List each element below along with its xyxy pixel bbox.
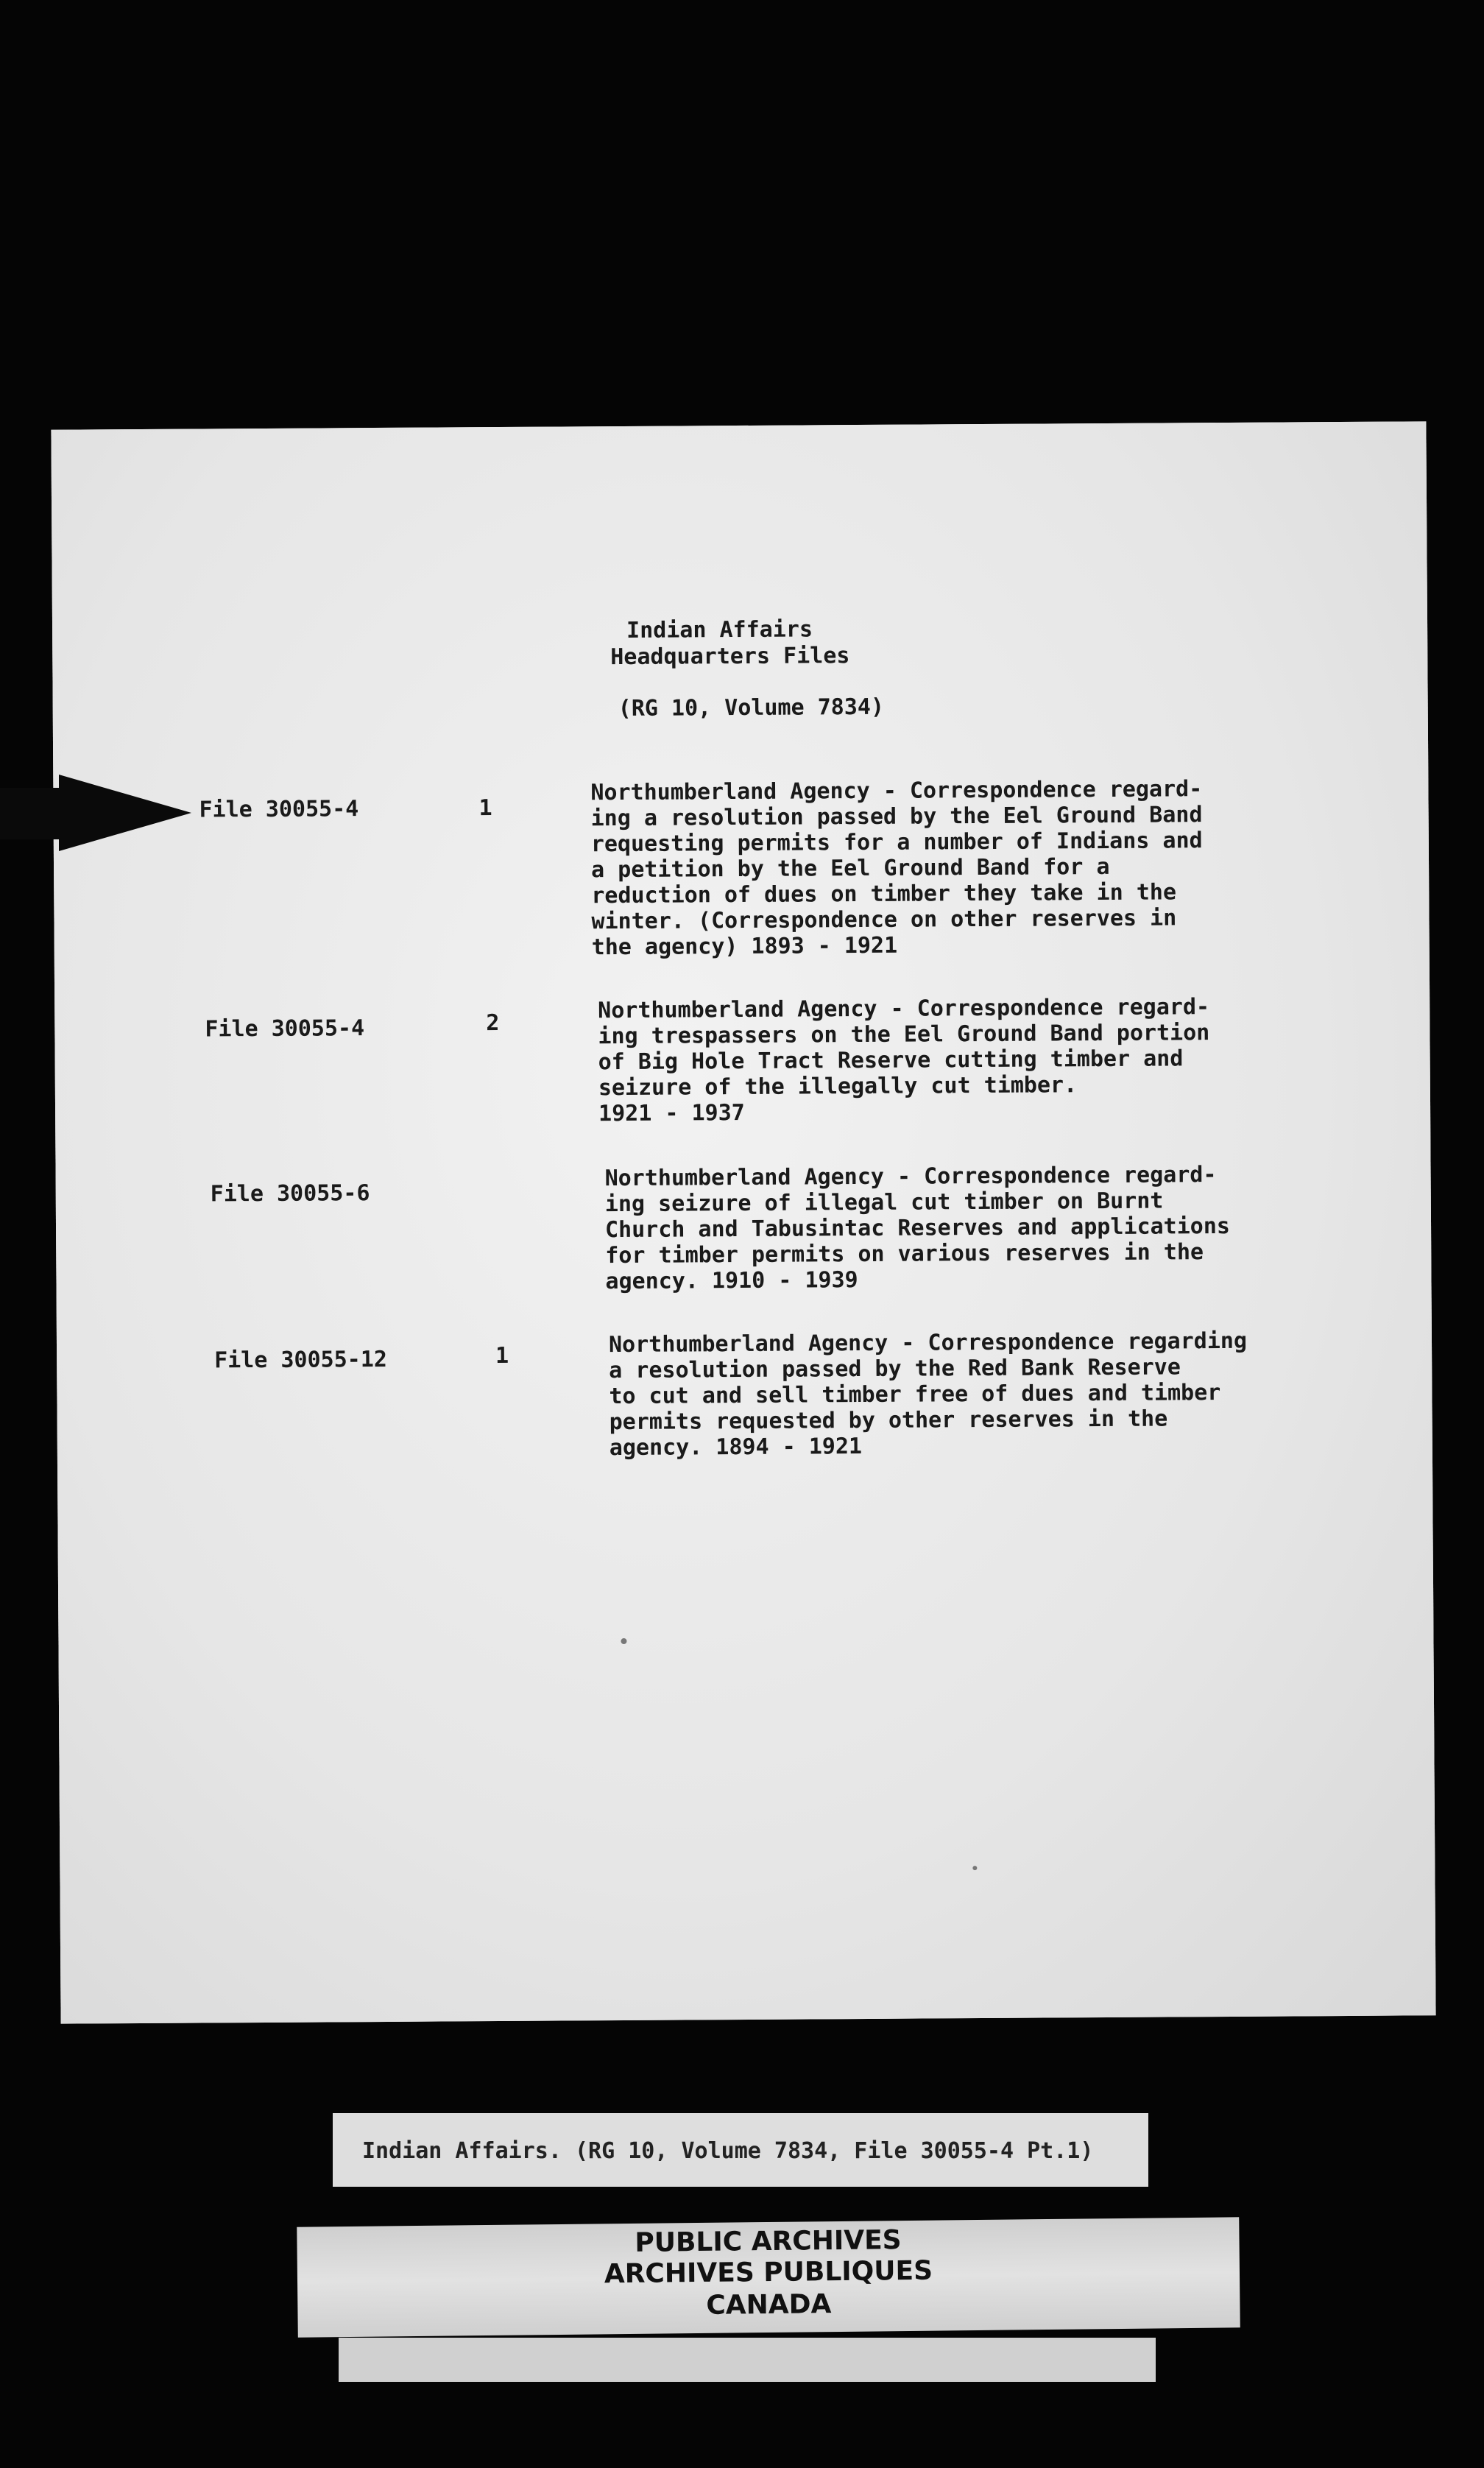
archives-stamp [297,2217,1240,2337]
file-description: Northumberland Agency - Correspondence regard- ing seizure of illegal cut timber on Burnt Church and Tabusintac Reserves and applications for timber permits on various reserves in the agency. 1910 - 1939 [604,1162,1231,1295]
paper-speck [621,1638,626,1644]
header-volume: (RG 10, Volume 7834) [618,694,885,722]
header-title: Indian Affairs [626,616,813,644]
file-number: File 30055-4 [205,1015,365,1043]
bottom-card-edge [339,2338,1156,2382]
stamp-line-1: PUBLIC ARCHIVES [635,2225,902,2258]
file-number: File 30055-6 [210,1180,370,1207]
file-number: File 30055-12 [214,1346,388,1374]
part-number: 1 [495,1342,509,1369]
citation-label [333,2113,1148,2187]
file-number: File 30055-4 [199,796,359,823]
stamp-line-2: ARCHIVES PUBLIQUES [604,2255,933,2290]
part-number: 2 [486,1010,500,1037]
header-subtitle: Headquarters Files [610,643,850,671]
part-number: 1 [478,795,492,822]
document-page [51,421,1435,2023]
pointer-arrow-icon [59,775,191,851]
file-description: Northumberland Agency - Correspondence regard- ing a resolution passed by the Eel Ground Band requesting permits for a number of Indians and a petition by the Eel Ground Band for a reduction of dues on timber they take in the winter. (Correspondence on other reserves in the agency) 1893 - 1921 [590,776,1203,961]
paper-speck [972,1866,977,1870]
file-description: Northumberland Agency - Correspondence regard- ing trespassers on the Eel Ground Band portion of Big Hole Tract Reserve cutting timber and seizure of the illegally cut timber. 1921 - 1937 [598,994,1210,1127]
stamp-line-3: CANADA [706,2289,832,2321]
file-description: Northumberland Agency - Correspondence regarding a resolution passed by the Red Bank Reserve to cut and sell timber free of dues and timber permits requested by other reserves in the agency. 1894 - 1921 [608,1328,1248,1462]
citation-text: Indian Affairs. (RG 10, Volume 7834, File 30055-4 Pt.1) [362,2138,1094,2164]
